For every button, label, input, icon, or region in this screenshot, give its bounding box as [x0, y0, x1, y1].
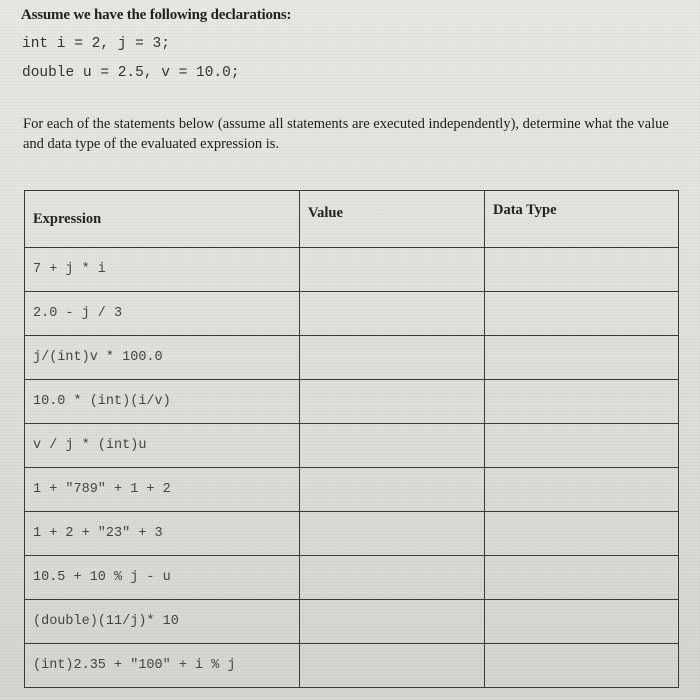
data-type-cell[interactable]: [485, 468, 679, 512]
data-type-cell[interactable]: [485, 248, 679, 292]
expression-cell: 1 + 2 + "23" + 3: [25, 512, 300, 556]
table-row: [25, 292, 679, 336]
data-type-cell[interactable]: [485, 556, 679, 600]
instructions-text: For each of the statements below (assume all statements are executed independently), determine what the value and data type of the evaluated expression is.: [23, 116, 669, 152]
data-type-cell[interactable]: [485, 600, 679, 644]
expression-cell: 7 + j * i: [25, 248, 300, 292]
expression-cell: v / j * (int)u: [25, 424, 300, 468]
table-row: [25, 644, 679, 688]
declaration-int: int i = 2, j = 3;: [22, 36, 170, 52]
declaration-double: double u = 2.5, v = 10.0;: [22, 65, 240, 81]
value-cell[interactable]: [300, 292, 485, 336]
page-heading: Assume we have the following declarations:: [21, 7, 292, 23]
header-expression: Expression: [25, 191, 300, 248]
data-type-cell[interactable]: [485, 424, 679, 468]
data-type-cell[interactable]: [485, 644, 679, 688]
expression-cell: 10.0 * (int)(i/v): [25, 380, 300, 424]
header-data-type: Data Type: [485, 191, 679, 248]
expression-cell: (int)2.35 + "100" + i % j: [25, 644, 300, 688]
data-type-cell[interactable]: [485, 292, 679, 336]
value-cell[interactable]: [300, 644, 485, 688]
value-cell[interactable]: [300, 336, 485, 380]
table-row: [25, 380, 679, 424]
expression-cell: 10.5 + 10 % j - u: [25, 556, 300, 600]
table-row: [25, 512, 679, 556]
expression-cell: j/(int)v * 100.0: [25, 336, 300, 380]
table-row: [25, 600, 679, 644]
value-cell[interactable]: [300, 380, 485, 424]
expression-table: [24, 190, 679, 688]
value-cell[interactable]: [300, 248, 485, 292]
expression-cell: 2.0 - j / 3: [25, 292, 300, 336]
table-row: [25, 468, 679, 512]
table-header-row: [25, 191, 679, 248]
value-cell[interactable]: [300, 600, 485, 644]
value-cell[interactable]: [300, 512, 485, 556]
table-row: [25, 556, 679, 600]
data-type-cell[interactable]: [485, 512, 679, 556]
data-type-cell[interactable]: [485, 336, 679, 380]
header-value: Value: [300, 191, 485, 248]
expression-cell: (double)(11/j)* 10: [25, 600, 300, 644]
table-row: [25, 424, 679, 468]
expression-cell: 1 + "789" + 1 + 2: [25, 468, 300, 512]
value-cell[interactable]: [300, 556, 485, 600]
data-type-cell[interactable]: [485, 380, 679, 424]
table-row: [25, 336, 679, 380]
value-cell[interactable]: [300, 468, 485, 512]
table-row: [25, 248, 679, 292]
value-cell[interactable]: [300, 424, 485, 468]
